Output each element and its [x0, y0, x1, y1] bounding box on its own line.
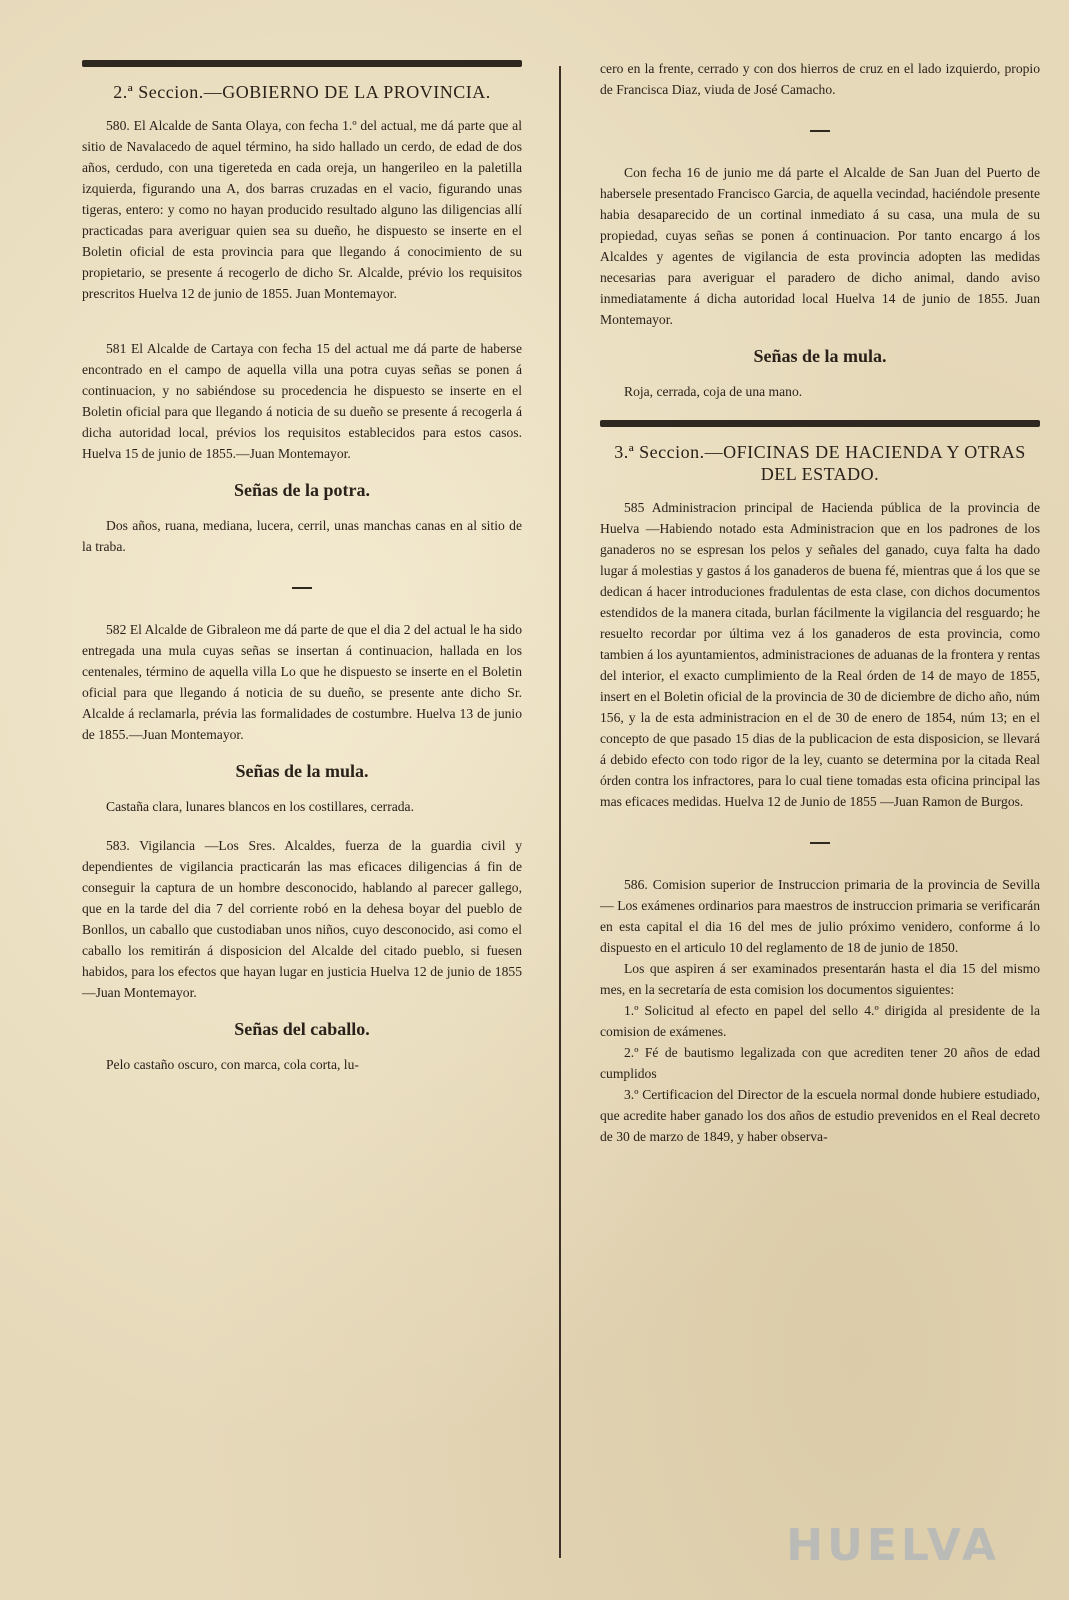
top-rule — [82, 60, 522, 67]
entry-580 — [82, 115, 522, 304]
entry-580-text: 580. El Alcalde de Santa Olaya, con fecha 1.º del actual, me dá parte que al sitio de Navalacedo de aquel término, ha sido hallado un cerdo, de edad de dos años, cerdudo, con una tigereteda en cada oreja, un hangerileo en la paletilla izquierda, figurando una A, dos barras cruzadas en el vacio, figurando unas tigeras, entero: y como no hayan producido resultado alguno las diligencias allí practicadas para averiguar quien sea su dueño, he dispuesto se inserte en el Boletin oficial de esta provincia para que llegando á conocimiento de su propietario, se presente á recogerlo de dicho Sr. Alcalde, prévio los requisitos prescritos Huelva 12 de junio de 1855. Juan Montemayor. — [82, 118, 522, 301]
entry-585-text: 585 Administracion principal de Hacienda pública de la provincia de Huelva —Habiendo notado esta Administracion que en los padrones de los ganaderos no se espresan los pelos y señales del ganado, cuya falta ha dado lugar á molestias y gastos á los ganaderos de buena fé, mientras que á los que se dedican á hacer introduciones fradulentas de esta clase, con dichos documentos estendidos de la manera citada, burlan fácilmente la vigilancia del resguardo; he resuelto recordar por última vez á los ganaderos de esta provincia, como tambien á los ayuntamientos, administraciones de aduanas de la frontera y rentas del interior, el exacto cumplimiento de la Real órden de 14 de mayo de 1855, insert en el Boletin oficial de la provincia de 30 de diciembre de dicho año, núm 156, y la de esta administracion en el de 30 de enero de 1854, núm 13; en el concepto de que pasado 15 dias de la publicacion de esta disposicion, se llevará á debido efecto con todo rigor de la ley, cuanto se determina por la citada Real órden contra los infractores, para lo cual tiene tomadas esta oficina principal las mas eficaces medidas. Huelva 12 de Junio de 1855 —Juan Ramon de Burgos. — [600, 500, 1040, 809]
entry-581-text: 581 El Alcalde de Cartaya con fecha 15 del actual me dá parte de haberse encontrado en el campo de aquella villa una potra cuyas señas se ponen á continuacion, y no sabiéndose su procedencia he dispuesto se inserte en el Boletin oficial para que llegando á noticia de su dueño se presente á recogerla á dicha autoridad local, prévios los requisitos establecidos para estos casos. Huelva 15 de junio de 1855.—Juan Montemayor. — [82, 341, 522, 461]
entry-584-text: Con fecha 16 de junio me dá parte el Alcalde de San Juan del Puerto de habersele presentado Francisco Garcia, de aquella vecindad, haciéndole presente habia desaparecido de un cortinal inmediato á su casa, una mula de su propiedad, cuyas señas se ponen á continuacion. Por tanto encargo á los Alcaldes y agentes de vigilancia de esta provincia adopten las medidas necesarias para averiguar el paradero de dicho animal, dando aviso inmediatamente á dicha autoridad local Huelva 14 de junio de 1855. Juan Montemayor. — [600, 165, 1040, 327]
column-divider — [559, 66, 561, 1558]
entry-586 — [600, 874, 1040, 1147]
section-title-hacienda: 3.ª Seccion.—OFICINAS DE HACIENDA Y OTRAS DEL ESTADO. — [614, 442, 1026, 484]
entry-586-para2: Los que aspiren á ser examinados presentarán hasta el dia 15 del mismo mes, en la secretaría de esta comision los documentos siguientes: — [600, 961, 1040, 997]
requirement-item: 1.º Solicitud al efecto en papel del sello 4.º dirigida al presidente de la comision de exámenes. — [600, 1003, 1040, 1039]
entry-582 — [82, 619, 522, 817]
entry-584 — [600, 162, 1040, 402]
separator-dash — [810, 842, 830, 844]
entry-584-desc: Roja, cerrada, coja de una mano. — [624, 384, 803, 399]
right-column — [600, 58, 1040, 1165]
separator-dash — [810, 130, 830, 132]
requirement-item: 3.º Certificacion del Director de la escuela normal donde hubiere estudiado, que acredite haber ganado los dos años de estudio prevenidos en el Real decreto de 30 de marzo de 1849, y haber observa- — [600, 1087, 1040, 1144]
section-rule — [600, 420, 1040, 427]
entry-582-text: 582 El Alcalde de Gibraleon me dá parte de que el dia 2 del actual le ha sido entregada una mula cuyas señas se insertan á continuacion, hallada en los centenales, término de aquella villa Lo que he dispuesto se inserte en el Boletin oficial para que llegando á noticia de su dueño, se presente ante dicho Sr. Alcalde á reclamarla, prévia las formalidades de costumbre. Huelva 13 de junio de 1855.—Juan Montemayor. — [82, 622, 522, 742]
left-column — [82, 56, 522, 1093]
separator-dash — [292, 587, 312, 589]
entry-586-text: 586. Comision superior de Instruccion primaria de la provincia de Sevilla — Los exámenes ordinarios para maestros de instruccion primaria se verificarán en esta capital el dia 16 del mes de julio próximo venidero, conforme á lo dispuesto en el articulo 10 del reglamento de 18 de junio de 1850. — [600, 877, 1040, 955]
huelva-watermark: HUELVA — [786, 1520, 1000, 1571]
section-title-gobierno: 2.ª Seccion.—GOBIERNO DE LA PROVINCIA. — [113, 82, 491, 102]
entry-584-subhead: Señas de la mula. — [753, 346, 887, 366]
entry-583-text: 583. Vigilancia —Los Sres. Alcaldes, fuerza de la guardia civil y dependientes de vigilancia practicarán las mas eficaces diligencias á fin de conseguir la captura de un hombre desconocido, hablando al parecer gallego, que en la tarde del dia 7 del corriente robó en la dehesa boyar del pueblo de Bonllos, un caballo que custodiaban unos niños, cuyo desconocido, asi como el caballo los remitirán á disposicion del Alcalde del citado pueblo, si fuesen habidos, para los efectos que hayan lugar en justicia Huelva 12 de junio de 1855 —Juan Montemayor. — [82, 838, 522, 1000]
entry-582-desc: Castaña clara, lunares blancos en los costillares, cerrada. — [106, 799, 414, 814]
entry-581 — [82, 338, 522, 557]
entry-583-desc: Pelo castaño oscuro, con marca, cola corta, lu- — [106, 1057, 359, 1072]
entry-583-subhead: Señas del caballo. — [234, 1019, 370, 1039]
entry-581-desc: Dos años, ruana, mediana, lucera, cerril, unas manchas canas en al sitio de la traba. — [82, 518, 522, 554]
continuation-text: cero en la frente, cerrado y con dos hierros de cruz en el lado izquierdo, propio de Francisca Diaz, viuda de José Camacho. — [600, 61, 1040, 97]
entry-582-subhead: Señas de la mula. — [235, 761, 369, 781]
requirement-item: 2.º Fé de bautismo legalizada con que acrediten tener 20 años de edad cumplidos — [600, 1045, 1040, 1081]
entry-585 — [600, 497, 1040, 812]
entry-583 — [82, 835, 522, 1075]
entry-581-subhead: Señas de la potra. — [233, 480, 370, 500]
